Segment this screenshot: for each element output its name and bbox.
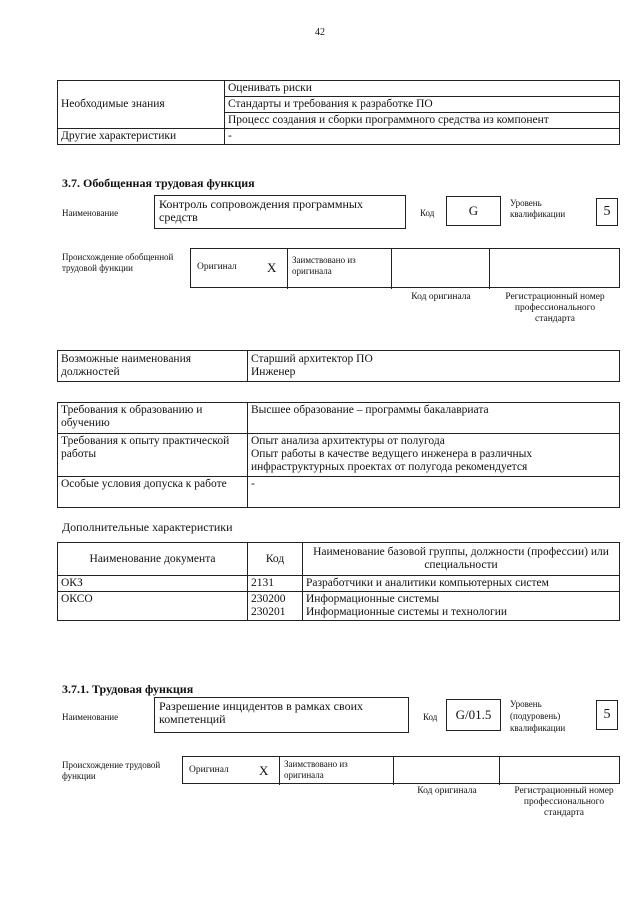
table-row <box>58 477 620 508</box>
origin-box <box>182 756 620 784</box>
table-row <box>58 576 620 592</box>
requirement-item: Опыт анализа архитектуры от полугода <box>251 435 445 447</box>
divider <box>499 757 500 785</box>
table-cell: Стандарты и требования к разработке ПО <box>225 97 620 113</box>
table-cell: Оценивать риски <box>225 81 620 97</box>
additional-table <box>57 542 620 621</box>
code-label: Код <box>423 712 438 722</box>
code-original-label: Код оригинала <box>417 786 477 796</box>
origin-label: Происхождение обобщенной трудовой функции <box>62 252 174 273</box>
original-label: Оригинал <box>189 765 229 775</box>
table-cell: ОКЗ <box>58 576 248 592</box>
table-row <box>58 97 620 113</box>
original-label: Оригинал <box>197 262 237 272</box>
code-label: Код <box>420 208 435 218</box>
table-row <box>58 113 620 129</box>
table-cell: Другие характеристики <box>58 129 225 145</box>
table-row <box>58 592 620 621</box>
table-row <box>58 129 620 145</box>
page-number: 42 <box>315 27 325 38</box>
code-original-label: Код оригинала <box>411 292 471 302</box>
divider <box>287 249 288 289</box>
table-header: Код <box>248 543 303 576</box>
table-cell: Разработчики и аналитики компьютерных систем <box>303 576 620 592</box>
table-cell: ОКСО <box>58 592 248 621</box>
table-cell: Требования к опыту практической работы <box>58 434 248 477</box>
table-row <box>58 351 620 382</box>
table-header-row <box>58 543 620 576</box>
table-cell <box>58 113 225 129</box>
table-cell: Возможные наименования должностей <box>58 351 248 382</box>
reg-number-label: Регистрационный номер профессионального стандарта <box>505 292 605 324</box>
table-cell: Высшее образование – программы бакалавриата <box>248 403 620 434</box>
table-cell: Процесс создания и сборки программного средства из компонент <box>225 113 620 129</box>
positions-table <box>57 350 620 382</box>
table-cell <box>248 434 620 477</box>
borrowed-label: Заимствовано из оригинала <box>284 759 348 780</box>
name-item: Информационные системы <box>306 593 440 605</box>
table-cell: - <box>248 477 620 508</box>
reg-number-label: Регистрационный номер профессионального стандарта <box>514 786 614 818</box>
table-cell: 2131 <box>248 576 303 592</box>
section-heading: 3.7.1. Трудовая функция <box>62 682 194 696</box>
code-box: G/01.5 <box>446 699 501 731</box>
table-cell: - <box>225 129 620 145</box>
name-label: Наименование <box>62 208 119 218</box>
table-cell: Особые условия допуска к работе <box>58 477 248 508</box>
level-box: 5 <box>596 700 618 730</box>
requirement-item: Опыт работы в качестве ведущего инженера в различных инфраструктурных проектах от полугода рекомендуется <box>251 448 533 473</box>
level-label: Уровень (подуровень) квалификации <box>510 699 566 733</box>
code-box: G <box>446 196 501 226</box>
divider <box>393 757 394 785</box>
table-header: Наименование базовой группы, должности (профессии) или специальности <box>303 543 620 576</box>
level-box: 5 <box>596 198 618 226</box>
skills-knowledge-table <box>57 80 620 145</box>
level-label: Уровень квалификации <box>510 198 566 219</box>
code-item: 230200 <box>251 593 286 605</box>
origin-box <box>190 248 620 288</box>
additional-heading: Дополнительные характеристики <box>62 520 233 534</box>
table-cell <box>303 592 620 621</box>
function-name-box: Разрешение инцидентов в рамках своих компетенций <box>154 697 409 733</box>
table-row <box>58 434 620 477</box>
name-label: Наименование <box>62 712 119 722</box>
borrowed-label: Заимствовано из оригинала <box>292 255 356 276</box>
position-item: Инженер <box>251 366 296 378</box>
requirements-table <box>57 402 620 508</box>
table-header: Наименование документа <box>58 543 248 576</box>
origin-label: Происхождение трудовой функции <box>62 760 161 781</box>
table-cell: Необходимые знания <box>58 97 225 113</box>
original-mark: X <box>267 260 277 275</box>
table-cell: Требования к образованию и обучению <box>58 403 248 434</box>
code-item: 230201 <box>251 606 286 618</box>
position-item: Старший архитектор ПО <box>251 353 373 365</box>
original-mark: X <box>259 763 269 778</box>
function-name-box: Контроль сопровождения программных средств <box>154 195 406 229</box>
table-cell <box>248 592 303 621</box>
divider <box>279 757 280 785</box>
table-cell <box>248 351 620 382</box>
divider <box>489 249 490 289</box>
table-row <box>58 403 620 434</box>
table-cell <box>58 81 225 97</box>
name-item: Информационные системы и технологии <box>306 606 508 618</box>
section-heading: 3.7. Обобщенная трудовая функция <box>62 176 255 190</box>
divider <box>391 249 392 289</box>
table-row <box>58 81 620 97</box>
